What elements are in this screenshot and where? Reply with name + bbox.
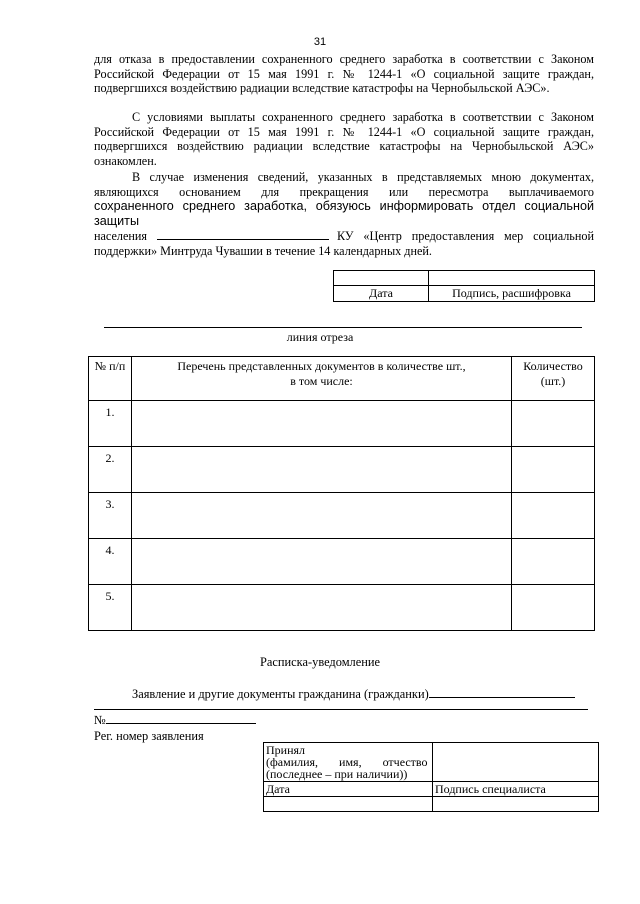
registration-number-line [94,712,256,728]
receipt-title: Расписка-уведомление [260,655,380,669]
receipt-table [263,742,599,812]
statement-line [132,686,575,702]
row-number: 4. [89,539,132,585]
header-line: в том числе: [290,374,353,388]
header-document-list [132,357,512,401]
header-line: Количество [523,359,583,373]
document-cell[interactable] [132,493,512,539]
header-line: (шт.) [540,374,566,388]
paragraph-line: сохраненного среднего заработка, обязуюсь информировать отдел социальной защиты [94,199,594,228]
paragraph-line: Российской Федерации от 15 мая 1991 г. № 1244-1 «О социальной защите граждан, [94,124,594,139]
signature-field[interactable] [429,271,595,286]
paragraph-line: ознакомлен. [94,153,157,168]
document-cell[interactable] [132,539,512,585]
registration-number-field[interactable] [106,712,256,724]
table-row [89,539,595,585]
quantity-cell[interactable] [512,493,595,539]
paragraph-line: Российской Федерации от 15 мая 1991 г. № 1244-1 «О социальной защите граждан, [94,66,594,81]
row-number: 1. [89,401,132,447]
paragraph-line: поддержки» Минтруда Чувашии в течение 14 календарных дней. [94,243,432,258]
document-cell[interactable] [132,585,512,631]
paragraph-line: В случае изменения сведений, указанных в представляемых мною документах, [132,170,594,184]
accepted-by-label [264,743,433,782]
paragraph-conditions [94,110,594,168]
paragraph-refusal [94,52,594,96]
paragraph-fragment: населения [94,229,148,244]
table-row [89,585,595,631]
table-row [89,401,595,447]
accepted-by-field[interactable] [433,743,599,782]
date-label: Дата [334,286,429,302]
signature-table [333,270,595,302]
row-number: 2. [89,447,132,493]
paragraph-obligation [94,170,594,259]
accepted-line: (последнее – при наличии)) [266,767,408,781]
paragraph-fragment: КУ «Центр предоставления мер социальной [337,229,594,244]
paragraph-line [94,228,594,244]
receipt-date-field[interactable] [264,797,433,812]
documents-table [88,356,595,631]
table-row [89,493,595,539]
citizen-name-field[interactable] [429,686,575,698]
accepted-line: Принял [266,743,306,757]
statement-label: Заявление и другие документы гражданина (гражданки) [132,687,429,701]
specialist-signature-label: Подпись специалиста [433,782,599,797]
cut-line [104,327,582,328]
row-number: 3. [89,493,132,539]
quantity-cell[interactable] [512,539,595,585]
header-number: № п/п [89,357,132,401]
department-blank-field[interactable] [157,228,329,240]
paragraph-line: подвергшихся воздействию радиации вследствие катастрофы на Чернобыльской АЭС». [94,81,550,96]
statement-continuation-line[interactable] [94,709,588,710]
row-number: 5. [89,585,132,631]
table-row [89,447,595,493]
paragraph-line: С условиями выплаты сохраненного среднего заработка в соответствии с Законом [132,110,594,124]
header-line: Перечень представленных документов в количестве шт., [177,359,466,373]
document-cell[interactable] [132,401,512,447]
number-sign: № [94,713,106,727]
paragraph-line: для отказа в предоставлении сохраненного среднего заработка в соответствии с Законом [94,52,594,66]
page-number: 31 [313,36,327,48]
paragraph-line: являющихся основанием для прекращения или пересмотра выплачиваемого [94,184,594,199]
specialist-signature-field[interactable] [433,797,599,812]
table-header-row [89,357,595,401]
date-field[interactable] [334,271,429,286]
reg-number-label: Рег. номер заявления [94,729,204,743]
quantity-cell[interactable] [512,585,595,631]
cut-line-label: линия отреза [286,330,354,344]
document-cell[interactable] [132,447,512,493]
receipt-date-label: Дата [264,782,433,797]
paragraph-line: подвергшихся воздействию радиации вследствие катастрофы на Чернобыльской АЭС» [94,139,594,154]
quantity-cell[interactable] [512,447,595,493]
accepted-line-text: (фамилия, имя, отчество [266,755,428,769]
header-quantity [512,357,595,401]
quantity-cell[interactable] [512,401,595,447]
signature-label: Подпись, расшифровка [429,286,595,302]
